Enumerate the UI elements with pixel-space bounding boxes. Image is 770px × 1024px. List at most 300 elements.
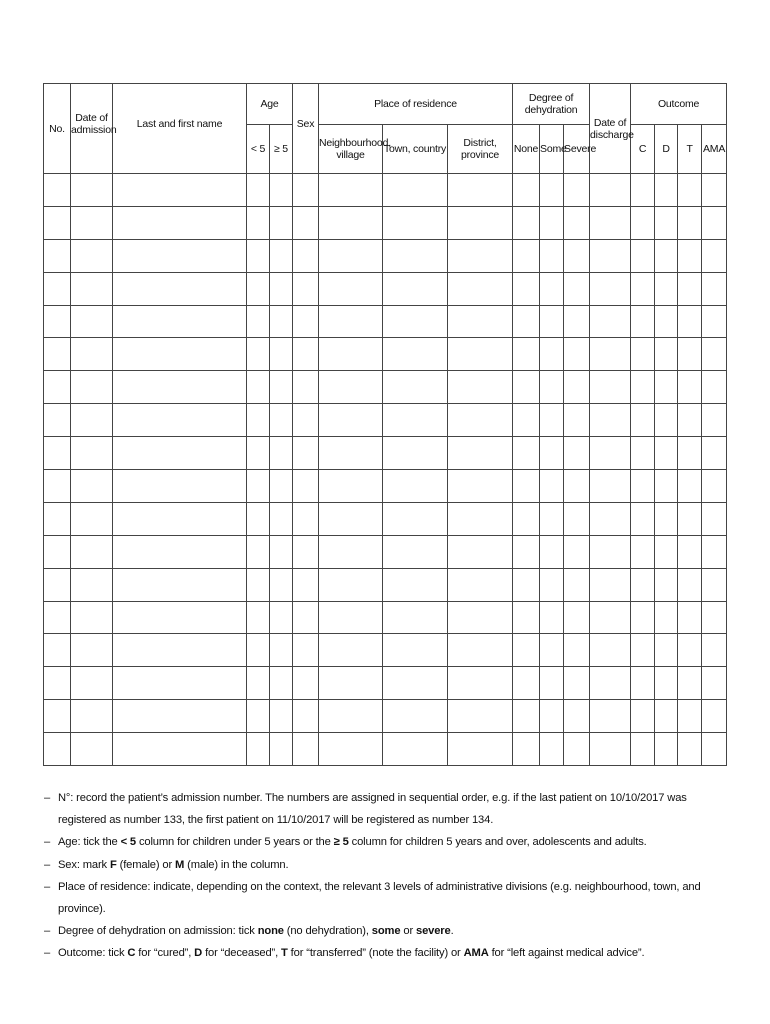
table-cell[interactable] [631,404,655,437]
table-cell[interactable] [655,404,678,437]
table-cell[interactable] [513,535,540,568]
table-cell[interactable] [293,305,319,338]
table-cell[interactable] [540,601,564,634]
table-cell[interactable] [113,601,247,634]
table-cell[interactable] [678,272,702,305]
table-cell[interactable] [655,535,678,568]
table-cell[interactable] [590,174,631,207]
table-cell[interactable] [678,502,702,535]
table-cell[interactable] [293,502,319,535]
table-cell[interactable] [113,206,247,239]
table-cell[interactable] [564,437,590,470]
table-cell[interactable] [448,338,513,371]
table-cell[interactable] [631,634,655,667]
table-cell[interactable] [247,437,270,470]
table-cell[interactable] [319,601,383,634]
table-cell[interactable] [702,371,727,404]
table-cell[interactable] [247,470,270,503]
table-cell[interactable] [590,502,631,535]
table-cell[interactable] [270,502,293,535]
table-cell[interactable] [319,535,383,568]
table-cell[interactable] [448,667,513,700]
table-cell[interactable] [71,437,113,470]
table-cell[interactable] [540,371,564,404]
table-cell[interactable] [44,437,71,470]
table-cell[interactable] [44,338,71,371]
table-cell[interactable] [631,206,655,239]
table-cell[interactable] [319,733,383,766]
table-cell[interactable] [383,272,448,305]
table-cell[interactable] [71,568,113,601]
table-cell[interactable] [540,437,564,470]
table-cell[interactable] [631,667,655,700]
table-cell[interactable] [631,174,655,207]
table-cell[interactable] [448,601,513,634]
table-cell[interactable] [513,700,540,733]
table-cell[interactable] [702,634,727,667]
table-cell[interactable] [590,667,631,700]
table-cell[interactable] [383,305,448,338]
table-cell[interactable] [247,305,270,338]
table-cell[interactable] [113,634,247,667]
table-cell[interactable] [383,239,448,272]
table-cell[interactable] [270,700,293,733]
table-cell[interactable] [655,174,678,207]
table-cell[interactable] [448,733,513,766]
table-cell[interactable] [270,601,293,634]
table-cell[interactable] [247,568,270,601]
table-cell[interactable] [702,733,727,766]
table-cell[interactable] [631,568,655,601]
table-cell[interactable] [71,239,113,272]
table-cell[interactable] [247,239,270,272]
table-cell[interactable] [71,700,113,733]
table-cell[interactable] [655,568,678,601]
table-cell[interactable] [564,502,590,535]
table-cell[interactable] [655,470,678,503]
table-cell[interactable] [383,733,448,766]
table-cell[interactable] [319,470,383,503]
table-cell[interactable] [590,305,631,338]
table-cell[interactable] [564,338,590,371]
table-cell[interactable] [590,535,631,568]
table-cell[interactable] [71,535,113,568]
table-cell[interactable] [448,174,513,207]
table-cell[interactable] [678,404,702,437]
table-cell[interactable] [540,305,564,338]
table-cell[interactable] [383,206,448,239]
table-cell[interactable] [319,700,383,733]
table-cell[interactable] [448,239,513,272]
table-cell[interactable] [71,305,113,338]
table-cell[interactable] [113,272,247,305]
table-cell[interactable] [590,634,631,667]
table-cell[interactable] [564,733,590,766]
table-cell[interactable] [564,305,590,338]
table-cell[interactable] [319,305,383,338]
table-cell[interactable] [702,568,727,601]
table-cell[interactable] [513,470,540,503]
table-cell[interactable] [44,535,71,568]
table-cell[interactable] [319,568,383,601]
table-cell[interactable] [655,338,678,371]
table-cell[interactable] [678,206,702,239]
table-cell[interactable] [564,634,590,667]
table-cell[interactable] [631,371,655,404]
table-cell[interactable] [71,733,113,766]
table-cell[interactable] [678,470,702,503]
table-cell[interactable] [270,404,293,437]
table-cell[interactable] [319,667,383,700]
table-cell[interactable] [113,502,247,535]
table-cell[interactable] [513,601,540,634]
table-cell[interactable] [540,470,564,503]
table-cell[interactable] [631,733,655,766]
table-cell[interactable] [44,371,71,404]
table-cell[interactable] [540,568,564,601]
table-cell[interactable] [247,601,270,634]
table-cell[interactable] [319,634,383,667]
table-cell[interactable] [44,239,71,272]
table-cell[interactable] [270,733,293,766]
table-cell[interactable] [655,239,678,272]
table-cell[interactable] [383,601,448,634]
table-cell[interactable] [513,437,540,470]
table-cell[interactable] [44,700,71,733]
table-cell[interactable] [540,535,564,568]
table-cell[interactable] [44,568,71,601]
table-cell[interactable] [564,667,590,700]
table-cell[interactable] [71,502,113,535]
table-cell[interactable] [655,700,678,733]
table-cell[interactable] [247,272,270,305]
table-cell[interactable] [702,404,727,437]
table-cell[interactable] [540,239,564,272]
table-cell[interactable] [113,239,247,272]
table-cell[interactable] [293,272,319,305]
table-cell[interactable] [678,338,702,371]
table-cell[interactable] [383,338,448,371]
table-cell[interactable] [270,338,293,371]
table-cell[interactable] [678,305,702,338]
table-cell[interactable] [113,667,247,700]
table-cell[interactable] [71,667,113,700]
table-cell[interactable] [702,470,727,503]
table-cell[interactable] [44,470,71,503]
table-cell[interactable] [590,206,631,239]
table-cell[interactable] [319,371,383,404]
table-cell[interactable] [564,470,590,503]
table-cell[interactable] [293,700,319,733]
table-cell[interactable] [319,239,383,272]
table-cell[interactable] [113,371,247,404]
table-cell[interactable] [702,305,727,338]
table-cell[interactable] [678,535,702,568]
table-cell[interactable] [247,733,270,766]
table-cell[interactable] [448,437,513,470]
table-cell[interactable] [383,535,448,568]
table-cell[interactable] [383,470,448,503]
table-cell[interactable] [540,634,564,667]
table-cell[interactable] [270,634,293,667]
table-cell[interactable] [71,470,113,503]
table-cell[interactable] [293,601,319,634]
table-cell[interactable] [448,305,513,338]
table-cell[interactable] [247,206,270,239]
table-cell[interactable] [247,634,270,667]
table-cell[interactable] [113,305,247,338]
table-cell[interactable] [293,470,319,503]
table-cell[interactable] [564,700,590,733]
table-cell[interactable] [293,404,319,437]
table-cell[interactable] [383,502,448,535]
table-cell[interactable] [113,733,247,766]
table-cell[interactable] [71,272,113,305]
table-cell[interactable] [270,470,293,503]
table-cell[interactable] [383,437,448,470]
table-cell[interactable] [247,502,270,535]
table-cell[interactable] [631,437,655,470]
table-cell[interactable] [655,305,678,338]
table-cell[interactable] [655,634,678,667]
table-cell[interactable] [71,634,113,667]
table-cell[interactable] [293,371,319,404]
table-cell[interactable] [564,535,590,568]
table-cell[interactable] [590,470,631,503]
table-cell[interactable] [71,404,113,437]
table-cell[interactable] [513,667,540,700]
table-cell[interactable] [71,601,113,634]
table-cell[interactable] [564,272,590,305]
table-cell[interactable] [247,174,270,207]
table-cell[interactable] [293,437,319,470]
table-cell[interactable] [270,667,293,700]
table-cell[interactable] [678,371,702,404]
table-cell[interactable] [247,700,270,733]
table-cell[interactable] [655,272,678,305]
table-cell[interactable] [383,404,448,437]
table-cell[interactable] [564,174,590,207]
table-cell[interactable] [702,206,727,239]
table-cell[interactable] [293,239,319,272]
table-cell[interactable] [383,568,448,601]
table-cell[interactable] [247,535,270,568]
table-cell[interactable] [702,174,727,207]
table-cell[interactable] [513,272,540,305]
table-cell[interactable] [655,601,678,634]
table-cell[interactable] [293,667,319,700]
table-cell[interactable] [540,338,564,371]
table-cell[interactable] [113,700,247,733]
table-cell[interactable] [564,568,590,601]
table-cell[interactable] [564,404,590,437]
table-cell[interactable] [590,700,631,733]
table-cell[interactable] [383,174,448,207]
table-cell[interactable] [319,272,383,305]
table-cell[interactable] [513,502,540,535]
table-cell[interactable] [655,437,678,470]
table-cell[interactable] [590,568,631,601]
table-cell[interactable] [270,568,293,601]
table-cell[interactable] [270,305,293,338]
table-cell[interactable] [513,568,540,601]
table-cell[interactable] [513,404,540,437]
table-cell[interactable] [71,206,113,239]
table-cell[interactable] [702,239,727,272]
table-cell[interactable] [631,502,655,535]
table-cell[interactable] [319,206,383,239]
table-cell[interactable] [448,634,513,667]
table-cell[interactable] [113,437,247,470]
table-cell[interactable] [540,404,564,437]
table-cell[interactable] [702,502,727,535]
table-cell[interactable] [513,338,540,371]
table-cell[interactable] [44,174,71,207]
table-cell[interactable] [113,404,247,437]
table-cell[interactable] [702,700,727,733]
table-cell[interactable] [678,667,702,700]
table-cell[interactable] [678,568,702,601]
table-cell[interactable] [247,667,270,700]
table-cell[interactable] [513,634,540,667]
table-cell[interactable] [678,601,702,634]
table-cell[interactable] [44,272,71,305]
table-cell[interactable] [448,404,513,437]
table-cell[interactable] [590,338,631,371]
table-cell[interactable] [448,700,513,733]
table-cell[interactable] [655,667,678,700]
table-cell[interactable] [590,371,631,404]
table-cell[interactable] [293,206,319,239]
table-cell[interactable] [655,371,678,404]
table-cell[interactable] [631,305,655,338]
table-cell[interactable] [270,371,293,404]
table-cell[interactable] [655,206,678,239]
table-cell[interactable] [44,667,71,700]
table-cell[interactable] [631,601,655,634]
table-cell[interactable] [247,338,270,371]
table-cell[interactable] [71,338,113,371]
table-cell[interactable] [564,239,590,272]
table-cell[interactable] [448,502,513,535]
table-cell[interactable] [513,174,540,207]
table-cell[interactable] [448,568,513,601]
table-cell[interactable] [678,174,702,207]
table-cell[interactable] [590,404,631,437]
table-cell[interactable] [270,174,293,207]
table-cell[interactable] [383,634,448,667]
table-cell[interactable] [678,700,702,733]
table-cell[interactable] [631,272,655,305]
table-cell[interactable] [678,634,702,667]
table-cell[interactable] [540,733,564,766]
table-cell[interactable] [678,437,702,470]
table-cell[interactable] [590,733,631,766]
table-cell[interactable] [631,239,655,272]
table-cell[interactable] [590,272,631,305]
table-cell[interactable] [44,634,71,667]
table-cell[interactable] [270,437,293,470]
table-cell[interactable] [319,502,383,535]
table-cell[interactable] [293,733,319,766]
table-cell[interactable] [655,502,678,535]
table-cell[interactable] [564,601,590,634]
table-cell[interactable] [383,371,448,404]
table-cell[interactable] [590,239,631,272]
table-cell[interactable] [44,733,71,766]
table-cell[interactable] [702,601,727,634]
table-cell[interactable] [631,700,655,733]
table-cell[interactable] [702,338,727,371]
table-cell[interactable] [448,206,513,239]
table-cell[interactable] [540,700,564,733]
table-cell[interactable] [247,404,270,437]
table-cell[interactable] [631,535,655,568]
table-cell[interactable] [448,272,513,305]
table-cell[interactable] [540,174,564,207]
table-cell[interactable] [513,206,540,239]
table-cell[interactable] [270,272,293,305]
table-cell[interactable] [702,437,727,470]
table-cell[interactable] [270,206,293,239]
table-cell[interactable] [540,667,564,700]
table-cell[interactable] [702,272,727,305]
table-cell[interactable] [383,667,448,700]
table-cell[interactable] [113,535,247,568]
table-cell[interactable] [113,338,247,371]
table-cell[interactable] [564,371,590,404]
table-cell[interactable] [270,239,293,272]
table-cell[interactable] [319,338,383,371]
table-cell[interactable] [513,239,540,272]
table-cell[interactable] [113,470,247,503]
table-cell[interactable] [448,371,513,404]
table-cell[interactable] [319,404,383,437]
table-cell[interactable] [113,568,247,601]
table-cell[interactable] [319,437,383,470]
table-cell[interactable] [44,206,71,239]
table-cell[interactable] [293,568,319,601]
table-cell[interactable] [655,733,678,766]
table-cell[interactable] [702,667,727,700]
table-cell[interactable] [590,437,631,470]
table-cell[interactable] [540,272,564,305]
table-cell[interactable] [631,470,655,503]
table-cell[interactable] [71,174,113,207]
table-cell[interactable] [293,634,319,667]
table-cell[interactable] [247,371,270,404]
table-cell[interactable] [293,535,319,568]
table-cell[interactable] [44,601,71,634]
table-cell[interactable] [383,700,448,733]
table-cell[interactable] [513,305,540,338]
table-cell[interactable] [319,174,383,207]
table-cell[interactable] [702,535,727,568]
table-cell[interactable] [270,535,293,568]
table-cell[interactable] [293,174,319,207]
table-cell[interactable] [113,174,247,207]
table-cell[interactable] [631,338,655,371]
table-cell[interactable] [678,239,702,272]
table-cell[interactable] [448,535,513,568]
table-cell[interactable] [44,305,71,338]
table-cell[interactable] [71,371,113,404]
table-cell[interactable] [540,502,564,535]
table-cell[interactable] [44,404,71,437]
table-cell[interactable] [564,206,590,239]
table-cell[interactable] [513,371,540,404]
table-cell[interactable] [513,733,540,766]
